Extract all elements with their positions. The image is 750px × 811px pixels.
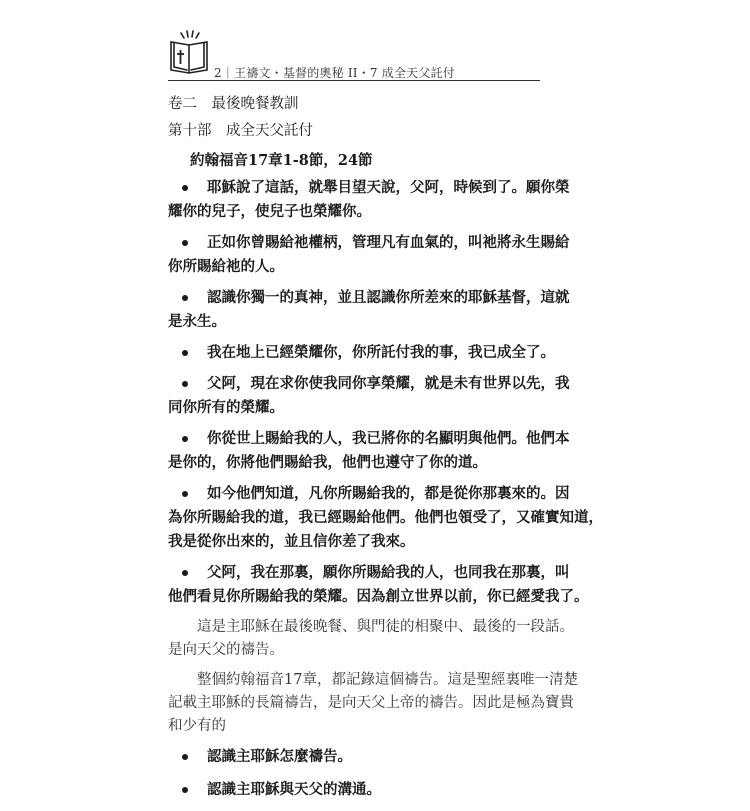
bullet-icon [182,787,188,793]
verse-item [168,427,570,475]
volume-heading: 卷二 最後晚餐教訓 [168,96,299,112]
verse-first-line [168,482,570,506]
point-text: 認識主耶穌與天父的溝通。 [207,781,381,798]
verse-continuation: 他們看見你所賜給我的榮耀。因為創立世界以前，你已經愛我了。 [168,588,589,605]
open-book-cross-icon [168,30,210,74]
verse-item [168,286,570,334]
bullet-icon [182,491,188,497]
verse-item [168,341,555,365]
commentary-paragraph [168,669,578,738]
verse-continuation: 同你所有的榮耀。 [168,399,284,416]
verse-first-line [168,561,570,585]
point-list [168,745,542,802]
paragraph-continuation: 和少有的 [168,718,226,734]
point-text: 認識主耶穌怎麼禱告。 [207,748,352,765]
bullet-icon [182,185,188,191]
bullet-icon [182,240,188,246]
verse-continuation: 耀你的兒子，使兒子也榮耀你。 [168,203,371,220]
verse-text: 耶穌說了這話，就舉目望天說，父阿，時候到了。願你榮 [207,179,570,196]
verse-item [168,561,589,609]
paragraph-continuation: 是向天父的禱告。 [168,642,284,658]
paragraph-continuation: 記載主耶穌的長篇禱告，是向天父上帝的禱告。因此是極為寶貴 [168,695,574,711]
commentary [168,616,578,738]
verse-text: 你從世上賜給我的人，我已將你的名顯明與他們。他們本 [207,430,570,447]
verse-first-line [168,341,555,365]
verse-continuation: 我是從你出來的，並且信你差了我來。 [168,533,415,550]
verse-continuation: 為你所賜給我的道，我已經賜給他們。他們也領受了，又確實知道， [168,509,603,526]
verse-first-line [168,427,570,451]
verse-continuation: 是你的，你將他們賜給我，他們也遵守了你的道。 [168,454,487,471]
verse-text: 正如你曾賜給祂權柄，管理凡有血氣的，叫祂將永生賜給 [207,234,570,251]
verse-first-line [168,372,570,396]
part-heading: 第十部 成全天父託付 [168,123,313,139]
verse-list [168,176,603,609]
point-item [168,745,542,769]
verse-item [168,482,603,554]
verse-text: 我在地上已經榮耀你，你所託付我的事，我已成全了。 [207,344,555,361]
point-item [168,778,542,802]
verse-text: 父阿，現在求你使我同你享榮耀，就是未有世界以先，我 [207,375,570,392]
verse-item [168,231,570,279]
page-header [168,30,540,82]
verse-first-line [168,176,570,200]
verse-continuation: 是永生。 [168,313,226,330]
bullet-icon [182,381,188,387]
verse-item [168,372,570,420]
verse-text: 認識你獨一的真神，並且認識你所差來的耶穌基督，這就 [207,289,570,306]
page-body [168,93,603,811]
scripture-reference: 約翰福音17章1-8節，24節 [190,152,373,169]
bullet-icon [182,570,188,576]
bullet-icon [182,436,188,442]
bullet-icon [182,295,188,301]
paragraph-first-line: 整個約翰福音17章，都記錄這個禱告。這是聖經裏唯一清楚 [197,672,578,688]
commentary-paragraph [168,616,574,662]
verse-item [168,176,570,224]
bullet-icon [182,754,188,760]
paragraph-first-line: 這是主耶穌在最後晚餐、與門徒的相聚中、最後的一段話。 [197,619,574,635]
bullet-icon [182,350,188,356]
header-rule [168,80,540,81]
verse-text: 父阿，我在那裏，願你所賜給我的人，也同我在那裏，叫 [207,564,570,581]
verse-first-line [168,286,570,310]
verse-text: 如今他們知道，凡你所賜給我的，都是從你那裏來的。因 [207,485,570,502]
verse-continuation: 你所賜給祂的人。 [168,258,284,275]
verse-first-line [168,231,570,255]
running-head: 2｜王禱文・基督的奧秘 II・7 成全天父託付 [214,66,455,80]
